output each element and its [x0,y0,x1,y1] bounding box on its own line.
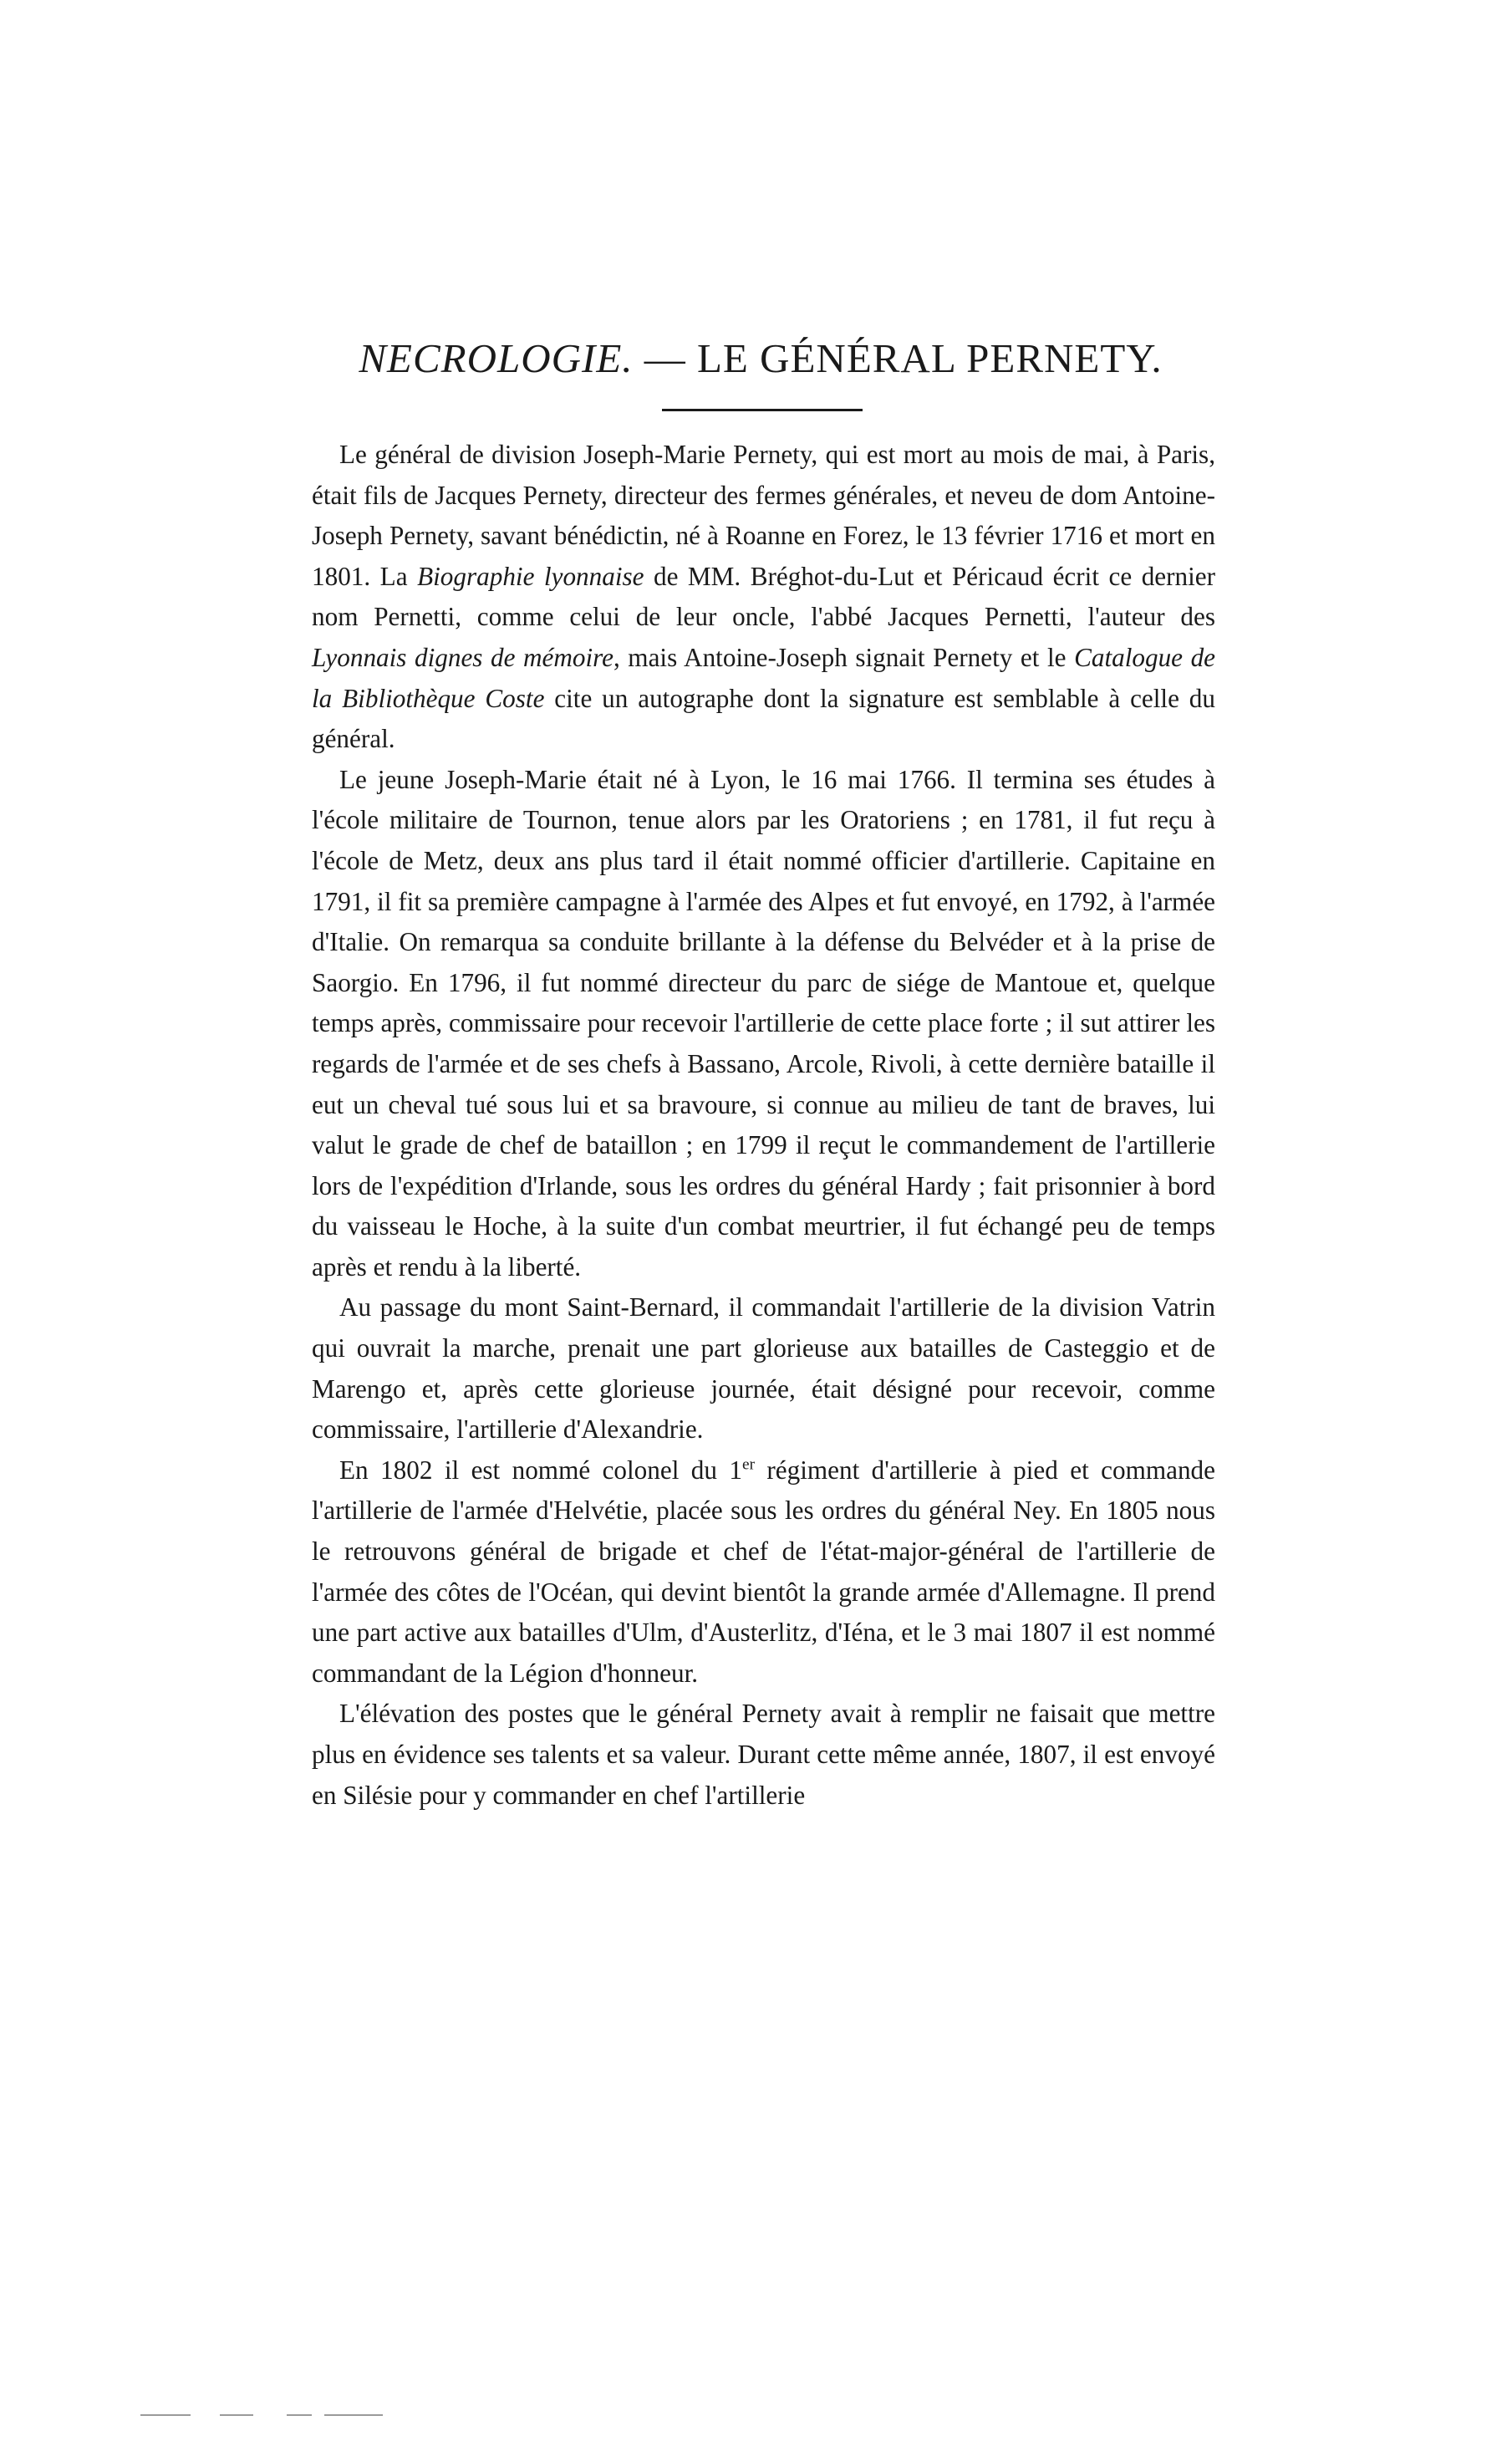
paragraph-2: Le jeune Joseph-Marie était né à Lyon, le 16 mai 1766. Il termina ses études à l'école militaire de Tournon, tenue alors par les Oratoriens ; en 1781, il fut reçu à l'école de Metz, deux ans plus tard il était nommé officier d'artillerie. Capitaine en 1791, il fit sa première campagne à l'armée des Alpes et fut envoyé, en 1792, à l'armée d'Italie. On remarqua sa conduite brillante à la défense du Belvéder et à la prise de Saorgio. En 1796, il fut nommé directeur du parc de siége de Mantoue et, quelque temps après, commissaire pour recevoir l'artillerie de cette place forte ; il sut attirer les regards de l'armée et de ses chefs à Bassano, Arcole, Rivoli, à cette dernière bataille il eut un cheval tué sous lui et sa bravoure, si connue au milieu de tant de braves, lui valut le grade de chef de bataillon ; en 1799 il reçut le commandement de l'artillerie lors de l'expédition d'Irlande, sous les ordres du général Hardy ; fait prisonnier à bord du vaisseau le Hoche, à la suite d'un combat meurtrier, il fut échangé peu de temps après et rendu à la liberté. [312,764,1215,1282]
heading-dash: — [633,335,697,381]
paragraph-1-text-a: Le général de division Joseph-Marie Pernety, qui est mort au mois de mai, à Paris, était fils de Jacques Pernety, directeur des fermes générales, et neveu de dom Antoine-Joseph Pernety, savant bénédictin, né à Roanne en Forez, le 13 février 1716 et mort en 1801. La [312,440,1215,591]
paragraph-1-italic-lyonnais: Lyonnais dignes de mémoire [312,642,613,672]
paragraph-4-superscript: er [741,1455,755,1474]
heading-necrologie: NECROLOGIE. [359,335,634,381]
heading-title: LE GÉNÉRAL PERNETY. [697,335,1163,381]
paragraph-1-text-d: cite un autographe dont la signature est semblable à celle du général. [312,683,1215,754]
scan-edge-marks [140,2414,391,2419]
scan-mark [324,2414,383,2416]
article-body [312,435,1215,1816]
scan-mark [220,2414,253,2416]
paragraph-1-text-c: , mais Antoine-Joseph signait Pernety et le [613,642,1075,672]
scan-mark [287,2414,312,2416]
paragraph-3: Au passage du mont Saint-Bernard, il commandait l'artillerie de la division Vatrin qui ouvrait la marche, prenait une part glorieuse aux batailles de Casteggio et de Marengo et, après cette glorieuse journée, était désigné pour recevoir, comme commissaire, l'artillerie d'Alexandrie. [312,1292,1215,1445]
article-heading [318,334,1204,382]
paragraph-4-text-a: En 1802 il est nommé colonel du 1 [339,1455,742,1485]
paragraph-5: L'élévation des postes que le général Pernety avait à remplir ne faisait que mettre plus en évidence ses talents et sa valeur. Durant cette même année, 1807, il est envoyé en Silésie pour y commander en chef l'artillerie [312,1699,1215,1810]
paragraph-4-text-b: régiment d'artillerie à pied et commande l'artillerie de l'armée d'Helvétie, placée sous les ordres du général Ney. En 1805 nous le retrouvons général de brigade et chef de l'état-major-général de l'artillerie de l'armée des côtes de l'Océan, qui devint bientôt la grande armée d'Allemagne. Il prend une part active aux batailles d'Ulm, d'Austerlitz, d'Iéna, et le 3 mai 1807 il est nommé commandant de la Légion d'honneur. [312,1455,1215,1688]
heading-rule [662,409,863,411]
scan-mark [140,2414,191,2416]
paragraph-1 [312,435,1215,760]
paragraph-1-italic-biographie: Biographie lyonnaise [417,561,644,591]
paragraph-1-italic-catalogue: Catalogue de la Bibliothèque Coste [312,642,1216,713]
paragraph-4 [312,1450,1215,1694]
paragraph-1-text-b: de MM. Bréghot-du-Lut et Péricaud écrit ce dernier nom Pernetti, comme celui de leur oncle, l'abbé Jacques Pernetti, l'auteur des [312,561,1215,632]
